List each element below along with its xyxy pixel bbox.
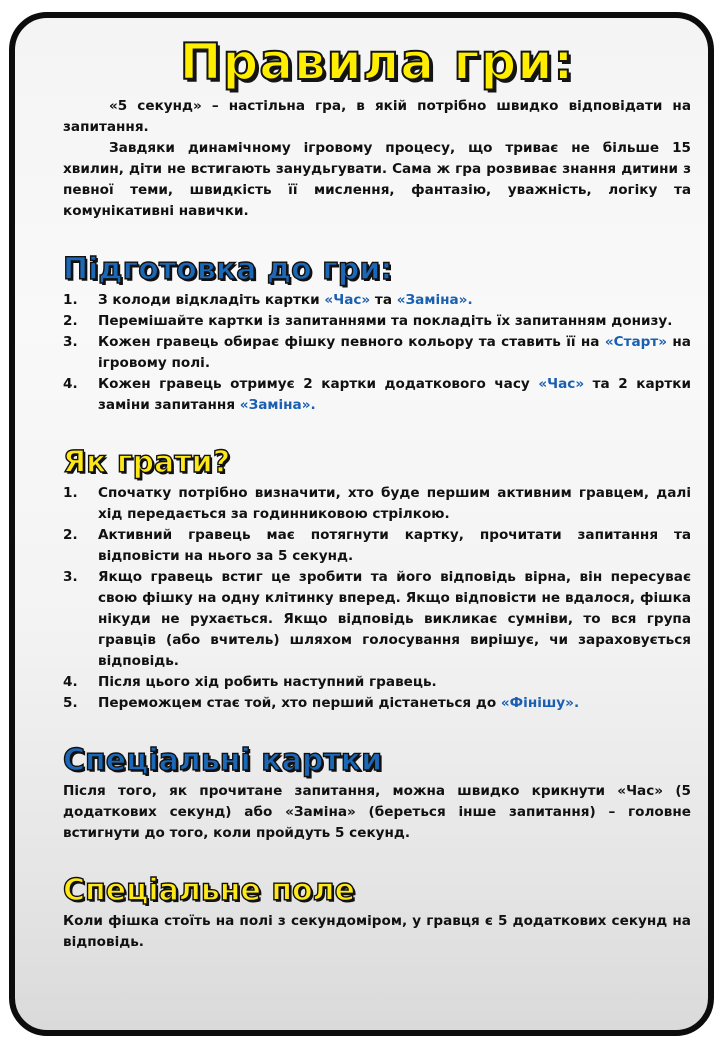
item-text: З колоди відкладіть картки: [98, 292, 325, 308]
preparation-list: [63, 290, 691, 416]
special-cards-text: Після того, як прочитане запитання, можна швидко крикнути «Час» (5 додаткових секунд) або «Заміна» (береться інше запитання) – головне встигнути до того, коли пройдуть 5 секунд.: [63, 783, 691, 841]
highlight-card-replace: «Заміна»: [396, 292, 468, 308]
item-text: та: [370, 292, 397, 308]
item-text: .: [310, 397, 316, 413]
list-number: 4.: [63, 674, 78, 690]
how-to-play-heading: Як грати?: [63, 445, 231, 480]
item-text: та 2 картки заміни запитання: [98, 376, 692, 413]
list-number: 4.: [63, 376, 78, 392]
item-text: Активний гравець має потягнути картку, прочитати запитання та відповісти на нього за 5 секунд.: [98, 527, 691, 564]
highlight-start: «Старт»: [604, 334, 668, 350]
highlight-card-time: «Час»: [324, 292, 371, 308]
list-item: [63, 567, 691, 672]
special-cards-heading: Спеціальні картки: [63, 743, 383, 778]
intro-paragraph-2: Завдяки динамічному ігровому процесу, що триває не більше 15 хвилин, діти не встигають занудьгувати. Сама ж гра розвиває знання дитини з певної теми, швидкість її мислення, фантазію, уважність, логіку та комунікативні навички.: [63, 140, 691, 219]
item-text: на ігровому полі.: [98, 334, 691, 371]
item-text: Перемішайте картки із запитаннями та покладіть їх запитанням донизу.: [98, 313, 673, 329]
list-item: [63, 311, 691, 332]
special-field-heading: Спеціальне поле: [63, 873, 355, 908]
item-text: Якщо гравець встиг це зробити та його відповідь вірна, він пересуває свою фішку на одну клітинку вперед. Якщо відповісти не вдалося, фішка нікуди не рухається. Якщо відповідь викликає сумніви, то вся група гравців (або вчитель) шляхом голосування вирішує, чи зараховується відповідь.: [98, 569, 691, 669]
item-text: Переможцем стає той, хто перший дістанеться до: [98, 695, 501, 711]
list-item: [63, 290, 691, 311]
page-title: Правила гри:: [179, 33, 575, 91]
highlight-card-time: «Час»: [538, 376, 585, 392]
list-item: [63, 693, 691, 714]
special-field-text: Коли фішка стоїть на полі з секундоміром, у гравця є 5 додаткових секунд на відповідь.: [63, 913, 691, 950]
list-number: 2.: [63, 313, 78, 329]
list-item: [63, 332, 691, 374]
list-item: [63, 374, 691, 416]
highlight-finish: «Фінішу»: [500, 695, 574, 711]
item-text: Кожен гравець отримує 2 картки додаткового часу: [98, 376, 539, 392]
list-item: [63, 525, 691, 567]
preparation-heading: Підготовка до гри:: [63, 252, 393, 287]
intro-paragraph-1: «5 секунд» – настільна гра, в якій потрібно швидко відповідати на запитання.: [63, 98, 691, 135]
list-number: 1.: [63, 292, 78, 308]
list-number: 3.: [63, 569, 78, 585]
list-item: [63, 672, 691, 693]
item-text: Після цього хід робить наступний гравець.: [98, 674, 437, 690]
rules-card: [9, 12, 714, 1036]
list-number: 1.: [63, 485, 78, 501]
rules-content: [63, 18, 691, 953]
item-text: Кожен гравець обирає фішку певного кольору та ставить її на: [98, 334, 605, 350]
how-to-play-list: [63, 483, 691, 714]
highlight-card-replace: «Заміна»: [239, 397, 311, 413]
list-number: 5.: [63, 695, 78, 711]
list-item: [63, 483, 691, 525]
item-text: Спочатку потрібно визначити, хто буде першим активним гравцем, далі хід передається за годинниковою стрілкою.: [98, 485, 691, 522]
item-text: .: [467, 292, 473, 308]
item-text: .: [573, 695, 580, 711]
list-number: 2.: [63, 527, 78, 543]
list-number: 3.: [63, 334, 78, 350]
